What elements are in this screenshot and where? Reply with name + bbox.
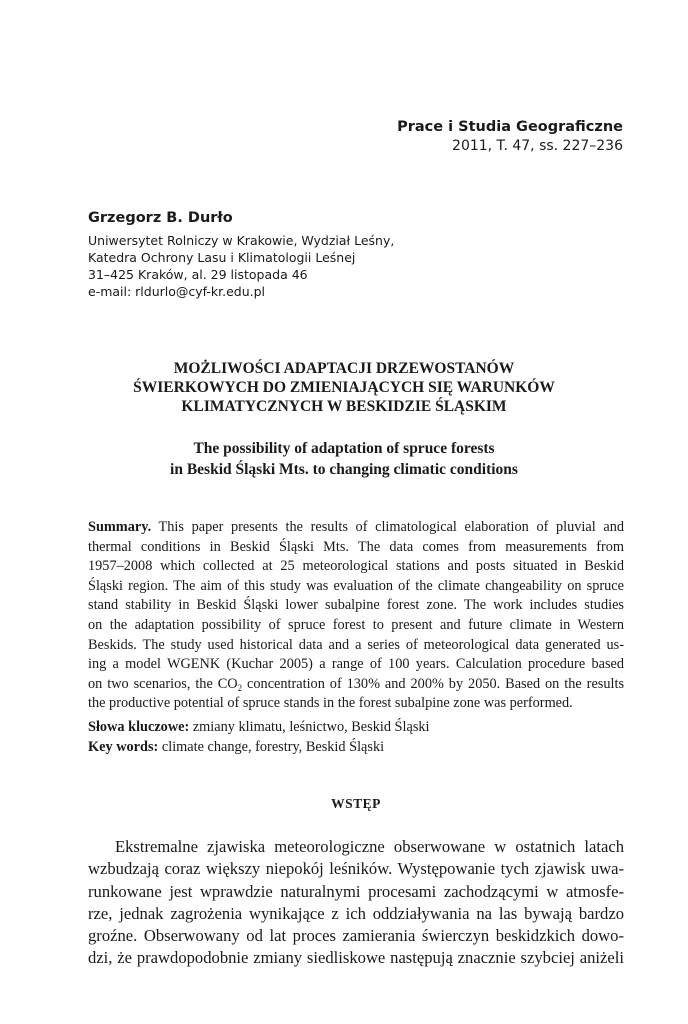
- keywords-polish: [88, 718, 624, 738]
- journal-header: [397, 118, 623, 155]
- author-block: [88, 208, 608, 300]
- title-english-line: The possibility of adaptation of spruce forests: [193, 440, 495, 457]
- author-email: e-mail: rldurlo@cyf-kr.edu.pl: [88, 284, 266, 299]
- summary-line: thermal conditions in Beskid Śląski Mts. The data comes from measurements from: [88, 538, 624, 555]
- journal-volume: 2011, T. 47, ss. 227–236: [452, 138, 623, 154]
- keywords-polish-label: Słowa kluczowe:: [88, 719, 190, 735]
- summary-label: Summary.: [88, 519, 152, 535]
- affiliation-address: 31–425 Kraków, al. 29 listopada 46: [88, 267, 308, 282]
- summary-text: on two scenarios, the CO: [88, 675, 238, 692]
- affiliation-line: Uniwersytet Rolniczy w Krakowie, Wydział Leśny,: [88, 233, 395, 248]
- keywords-polish-text: zmiany klimatu, leśnictwo, Beskid Śląski: [189, 719, 430, 735]
- keywords-english-text: climate change, forestry, Beskid Śląski: [158, 738, 385, 755]
- body-line: runkowane jest wprawdzie naturalnymi procesami zachodzącymi w atmosfe-: [88, 881, 624, 901]
- title-polish: [80, 359, 608, 416]
- keywords-english: [88, 738, 624, 758]
- summary-text: This paper presents the results of climatological elaboration of pluvial and: [158, 519, 624, 535]
- summary-line: [88, 518, 624, 538]
- title-polish-line: KLIMATYCZNYCH W BESKIDZIE ŚLĄSKIM: [181, 398, 507, 415]
- affiliation-line: Katedra Ochrony Lasu i Klimatologii Leśnej: [88, 250, 356, 265]
- body-line: dzi, że prawdopodobnie zmiany siedliskowe następują znacznie szybciej aniżeli: [88, 948, 624, 968]
- title-english-line: in Beskid Śląski Mts. to changing climatic conditions: [170, 461, 518, 478]
- keywords-english-label: Key words:: [88, 738, 159, 755]
- journal-title: Prace i Studia Geograficzne: [397, 119, 623, 135]
- body-text: [88, 836, 624, 970]
- keywords-block: [88, 718, 624, 757]
- summary-line: the productive potential of spruce stands in the forest subalpine zone was performed.: [88, 695, 573, 712]
- title-polish-line: MOŻLIWOŚCI ADAPTACJI DRZEWOSTANÓW: [173, 360, 515, 377]
- summary-line: ing a model WGENK (Kuchar 2005) a range of 100 years. Calculation procedure based: [88, 656, 624, 673]
- body-line: wzbudzają coraz większy niepokój leśników. Występowanie tych zjawisk uwa-: [88, 859, 624, 879]
- body-line: rze, jednak zagrożenia wynikające z ich oddziaływania na las bywają bardzo: [88, 903, 624, 923]
- body-line: groźne. Obserwowany od lat proces zamierania świerczyn beskidzkich dowo-: [88, 926, 624, 946]
- author-name: Grzegorz B. Durło: [88, 210, 233, 226]
- summary-line: Beskids. The study used historical data and a series of meteorological data generated us-: [88, 636, 624, 653]
- summary-line: Śląski region. The aim of this study was evaluation of the climate changeability on spruce: [88, 577, 624, 594]
- section-heading: WSTĘP: [331, 796, 381, 811]
- title-english: [80, 438, 608, 480]
- summary-line: 1957–2008 which collected at 25 meteorological stations and posts situated in Beskid: [88, 558, 624, 575]
- title-polish-line: ŚWIERKOWYCH DO ZMIENIAJĄCYCH SIĘ WARUNKÓW: [133, 379, 555, 396]
- body-line: Ekstremalne zjawiska meteorologiczne obserwowane w ostatnich latach: [115, 837, 624, 856]
- summary-abstract: [88, 518, 624, 714]
- summary-line: on the adaptation possibility of spruce forest to present and future climate in Western: [88, 616, 624, 633]
- subscript: 2: [237, 682, 243, 693]
- summary-line: [88, 675, 624, 695]
- summary-text: concentration of 130% and 200% by 2050. Based on the results: [242, 675, 625, 692]
- summary-line: stand stability in Beskid Śląski lower subalpine forest zone. The work includes studies: [88, 597, 624, 614]
